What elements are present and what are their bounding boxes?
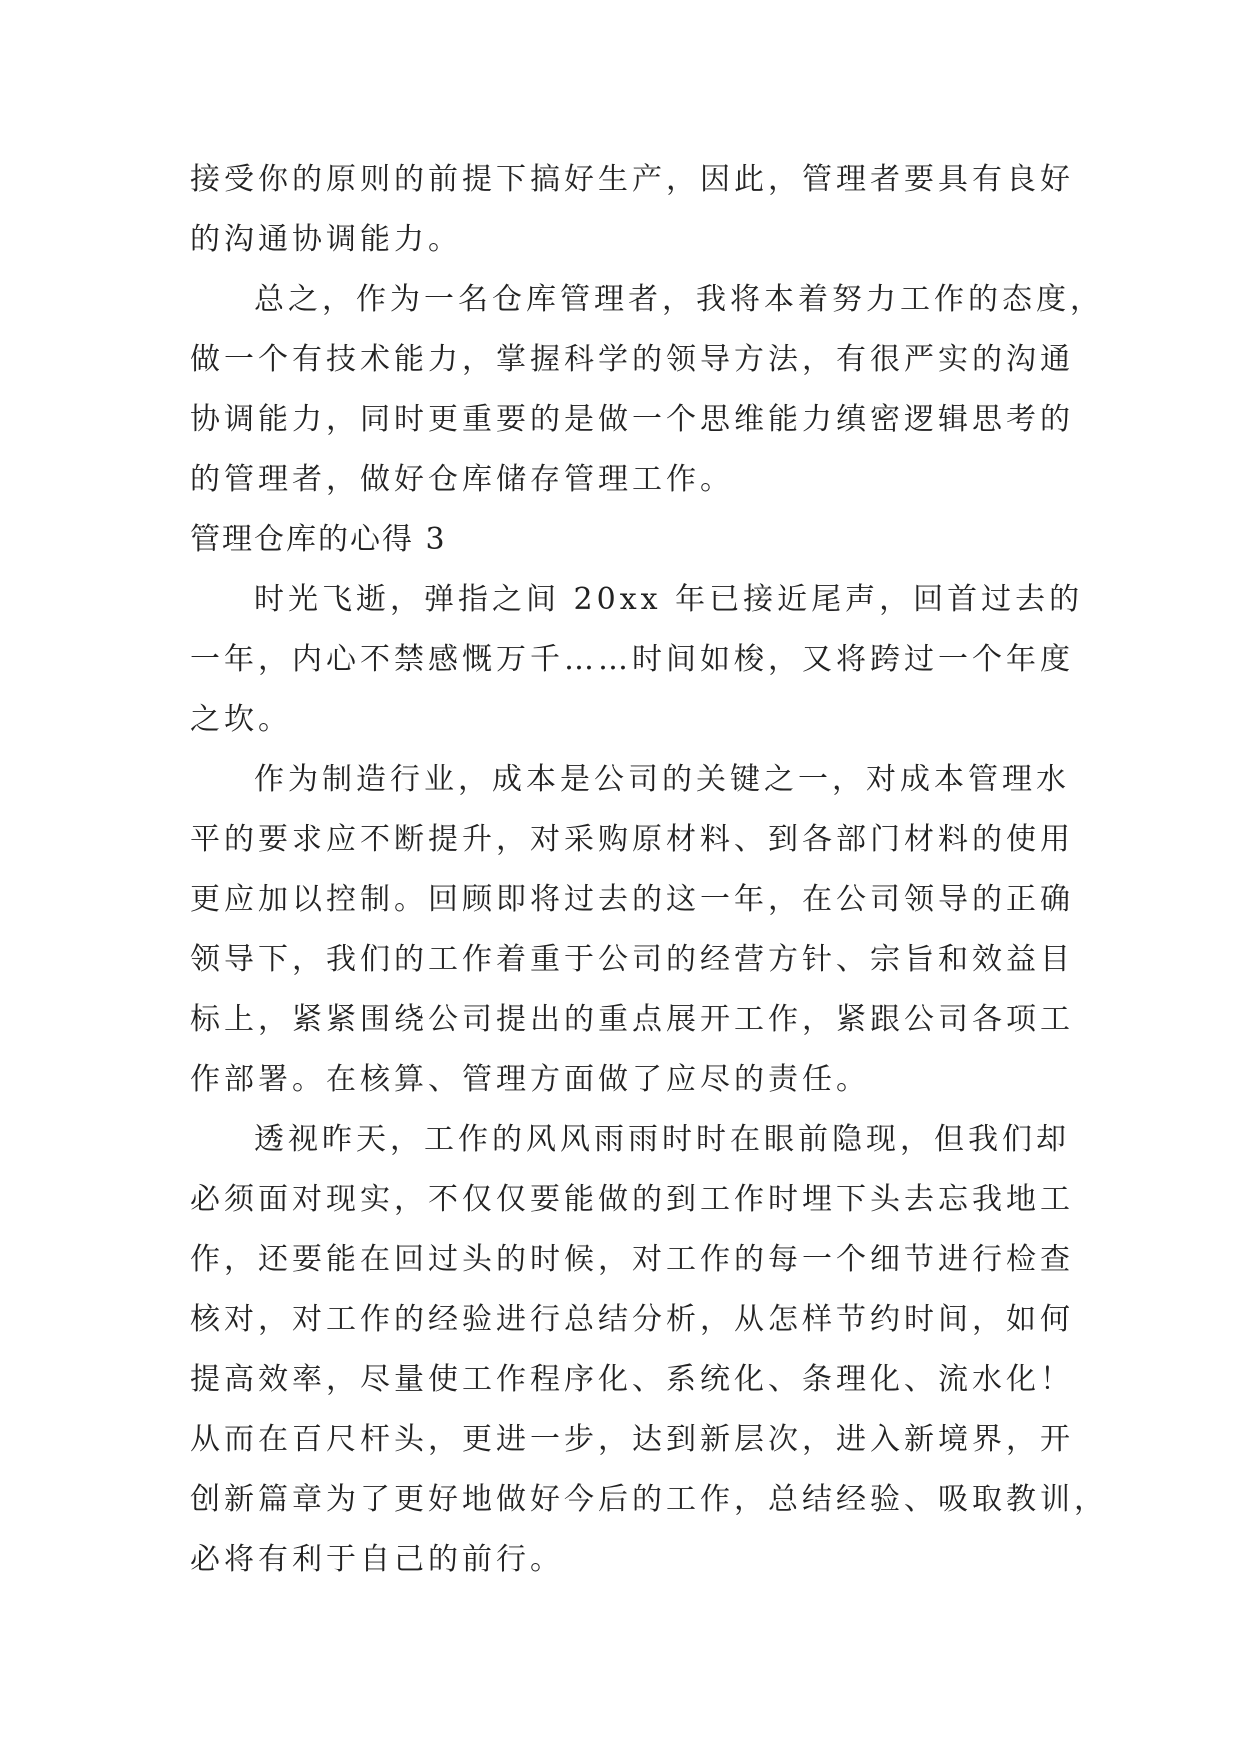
text-line: 做一个有技术能力，掌握科学的领导方法，有很严实的沟通 bbox=[190, 342, 1074, 377]
text-line: 之坎。 bbox=[190, 702, 292, 737]
text-line: 更应加以控制。回顾即将过去的这一年，在公司领导的正确 bbox=[190, 882, 1074, 917]
text-line: 创新篇章为了更好地做好今后的工作，总结经验、吸取教训， bbox=[190, 1482, 1108, 1517]
paragraph-start-line: 作为制造行业，成本是公司的关键之一，对成本管理水 bbox=[254, 762, 1070, 797]
text-line: 的沟通协调能力。 bbox=[190, 222, 462, 257]
text-line: 一年，内心不禁感慨万千……时间如梭，又将跨过一个年度 bbox=[190, 642, 1074, 677]
paragraph-start-line: 透视昨天，工作的风风雨雨时时在眼前隐现，但我们却 bbox=[254, 1122, 1070, 1157]
text-line: 作，还要能在回过头的时候，对工作的每一个细节进行检查 bbox=[190, 1242, 1074, 1277]
text-line: 标上，紧紧围绕公司提出的重点展开工作，紧跟公司各项工 bbox=[190, 1002, 1074, 1037]
text-line: 领导下，我们的工作着重于公司的经营方针、宗旨和效益目 bbox=[190, 942, 1074, 977]
text-line: 作部署。在核算、管理方面做了应尽的责任。 bbox=[190, 1062, 870, 1097]
text-line: 的管理者，做好仓库储存管理工作。 bbox=[190, 462, 734, 497]
text-line: 必将有利于自己的前行。 bbox=[190, 1542, 564, 1577]
paragraph-start-line: 时光飞逝，弹指之间 20xx 年已接近尾声，回首过去的 bbox=[254, 582, 1084, 617]
paragraph-start-line: 总之，作为一名仓库管理者，我将本着努力工作的态度， bbox=[254, 282, 1104, 317]
text-line: 接受你的原则的前提下搞好生产，因此，管理者要具有良好 bbox=[190, 162, 1074, 197]
text-line: 平的要求应不断提升，对采购原材料、到各部门材料的使用 bbox=[190, 822, 1074, 857]
text-line: 提高效率，尽量使工作程序化、系统化、条理化、流水化！ bbox=[190, 1362, 1074, 1397]
text-line: 必须面对现实，不仅仅要能做的到工作时埋下头去忘我地工 bbox=[190, 1182, 1074, 1217]
text-line: 协调能力，同时更重要的是做一个思维能力缜密逻辑思考的 bbox=[190, 402, 1074, 437]
section-heading: 管理仓库的心得 3 bbox=[190, 522, 447, 557]
text-line: 从而在百尺杆头，更进一步，达到新层次，进入新境界，开 bbox=[190, 1422, 1074, 1457]
text-line: 核对，对工作的经验进行总结分析，从怎样节约时间，如何 bbox=[190, 1302, 1074, 1337]
document-body bbox=[190, 150, 1108, 1590]
